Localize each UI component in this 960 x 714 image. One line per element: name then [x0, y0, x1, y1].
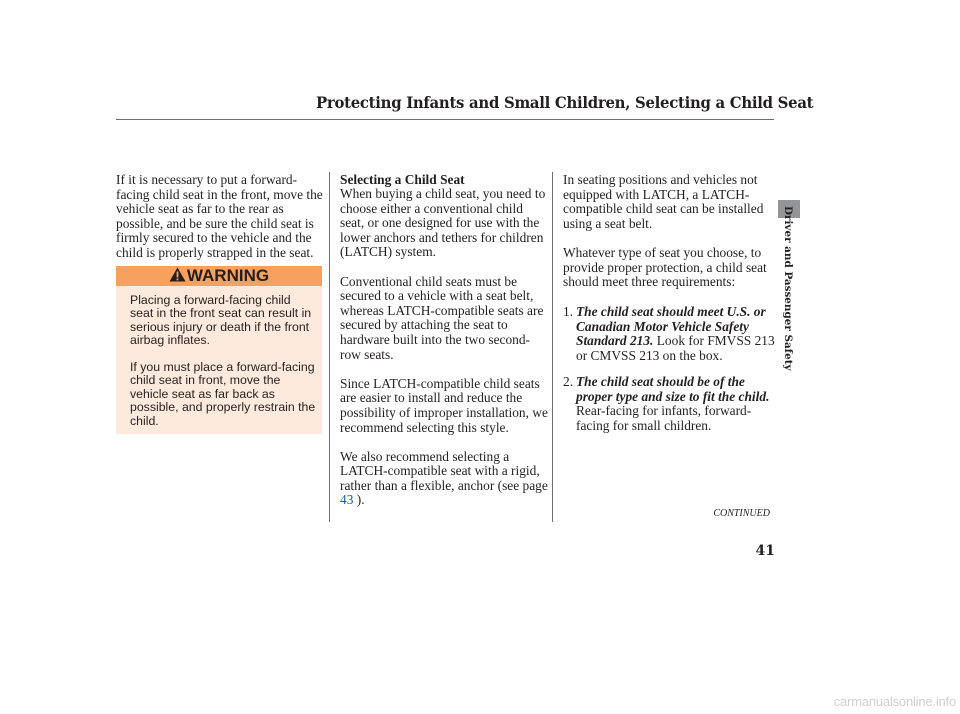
warning-label-wrap	[116, 266, 322, 286]
requirement-2	[563, 375, 775, 433]
paragraph: In seating positions and vehicles not equipped with LATCH, a LATCH-compatible child seat can be installed using a seat belt.	[563, 172, 764, 231]
paragraph: Conventional child seats must be secured to a vehicle with a seat belt, whereas LATCH-compatible seats are secured by attaching the seat to hardware built into the two second-row seats.	[340, 273, 544, 362]
warning-label: WARNING	[186, 266, 270, 285]
paragraph-text: We also recommend selecting a LATCH-compatible seat with a rigid, rather than a flexible, anchor (see page	[340, 448, 548, 493]
section-tab-label: Driver and Passenger Safety	[782, 206, 794, 371]
requirement-text: Look for FMVSS 213 or CMVSS 213 on the box.	[576, 333, 775, 363]
column-3	[563, 173, 775, 304]
column-divider	[552, 172, 553, 522]
warning-triangle-icon	[169, 267, 186, 282]
warning-paragraph: Placing a forward-facing child seat in the front seat can result in serious injury or death if the front airbag inflates.	[130, 293, 312, 348]
section-heading: Selecting a Child Seat	[340, 172, 465, 187]
paragraph: Since LATCH-compatible child seats are easier to install and reduce the possibility of improper installation, we recommend selecting this style.	[340, 375, 548, 435]
page-title: Protecting Infants and Small Children, Selecting a Child Seat	[316, 93, 814, 112]
column-divider	[329, 172, 330, 522]
column-1	[116, 173, 326, 275]
paragraph	[340, 450, 548, 508]
column-2	[340, 187, 548, 523]
continued-label: CONTINUED	[713, 508, 770, 519]
warning-header	[116, 266, 322, 286]
requirement-body	[576, 375, 775, 433]
requirement-number: 1.	[563, 304, 574, 319]
intro-paragraph: If it is necessary to put a forward-facing child seat in the front, move the vehicle seat as far to the rear as possible, and be sure the child seat is firmly secured to the vehicle and the child is properly strapped in the seat.	[116, 172, 323, 260]
requirement-1	[563, 305, 775, 363]
requirement-number: 2.	[563, 374, 574, 389]
page-link[interactable]: 43	[340, 492, 354, 508]
requirement-title: The child seat should be of the proper type and size to fit the child.	[576, 374, 770, 404]
requirement-body	[576, 305, 775, 363]
requirement-text: Rear-facing for infants, forward-facing for small children.	[576, 403, 752, 433]
warning-paragraph: If you must place a forward-facing child seat in front, move the vehicle seat as far back as possible, and properly restrain the child.	[130, 360, 316, 428]
paragraph-text: ).	[356, 492, 365, 508]
header-divider	[116, 119, 774, 120]
paragraph: When buying a child seat, you need to choose either a conventional child seat, or one designed for use with the lower anchors and tethers for children (LATCH) system.	[340, 186, 546, 260]
requirement-title: The child seat should meet U.S. or Canadian Motor Vehicle Safety Standard 213.	[576, 304, 766, 349]
page-number: 41	[755, 543, 775, 559]
paragraph: Whatever type of seat you choose, to provide proper protection, a child seat should meet three requirements:	[563, 244, 767, 290]
watermark: carmanualsonline.info	[833, 694, 956, 709]
warning-text-1	[130, 294, 316, 348]
warning-text-2	[130, 361, 316, 428]
